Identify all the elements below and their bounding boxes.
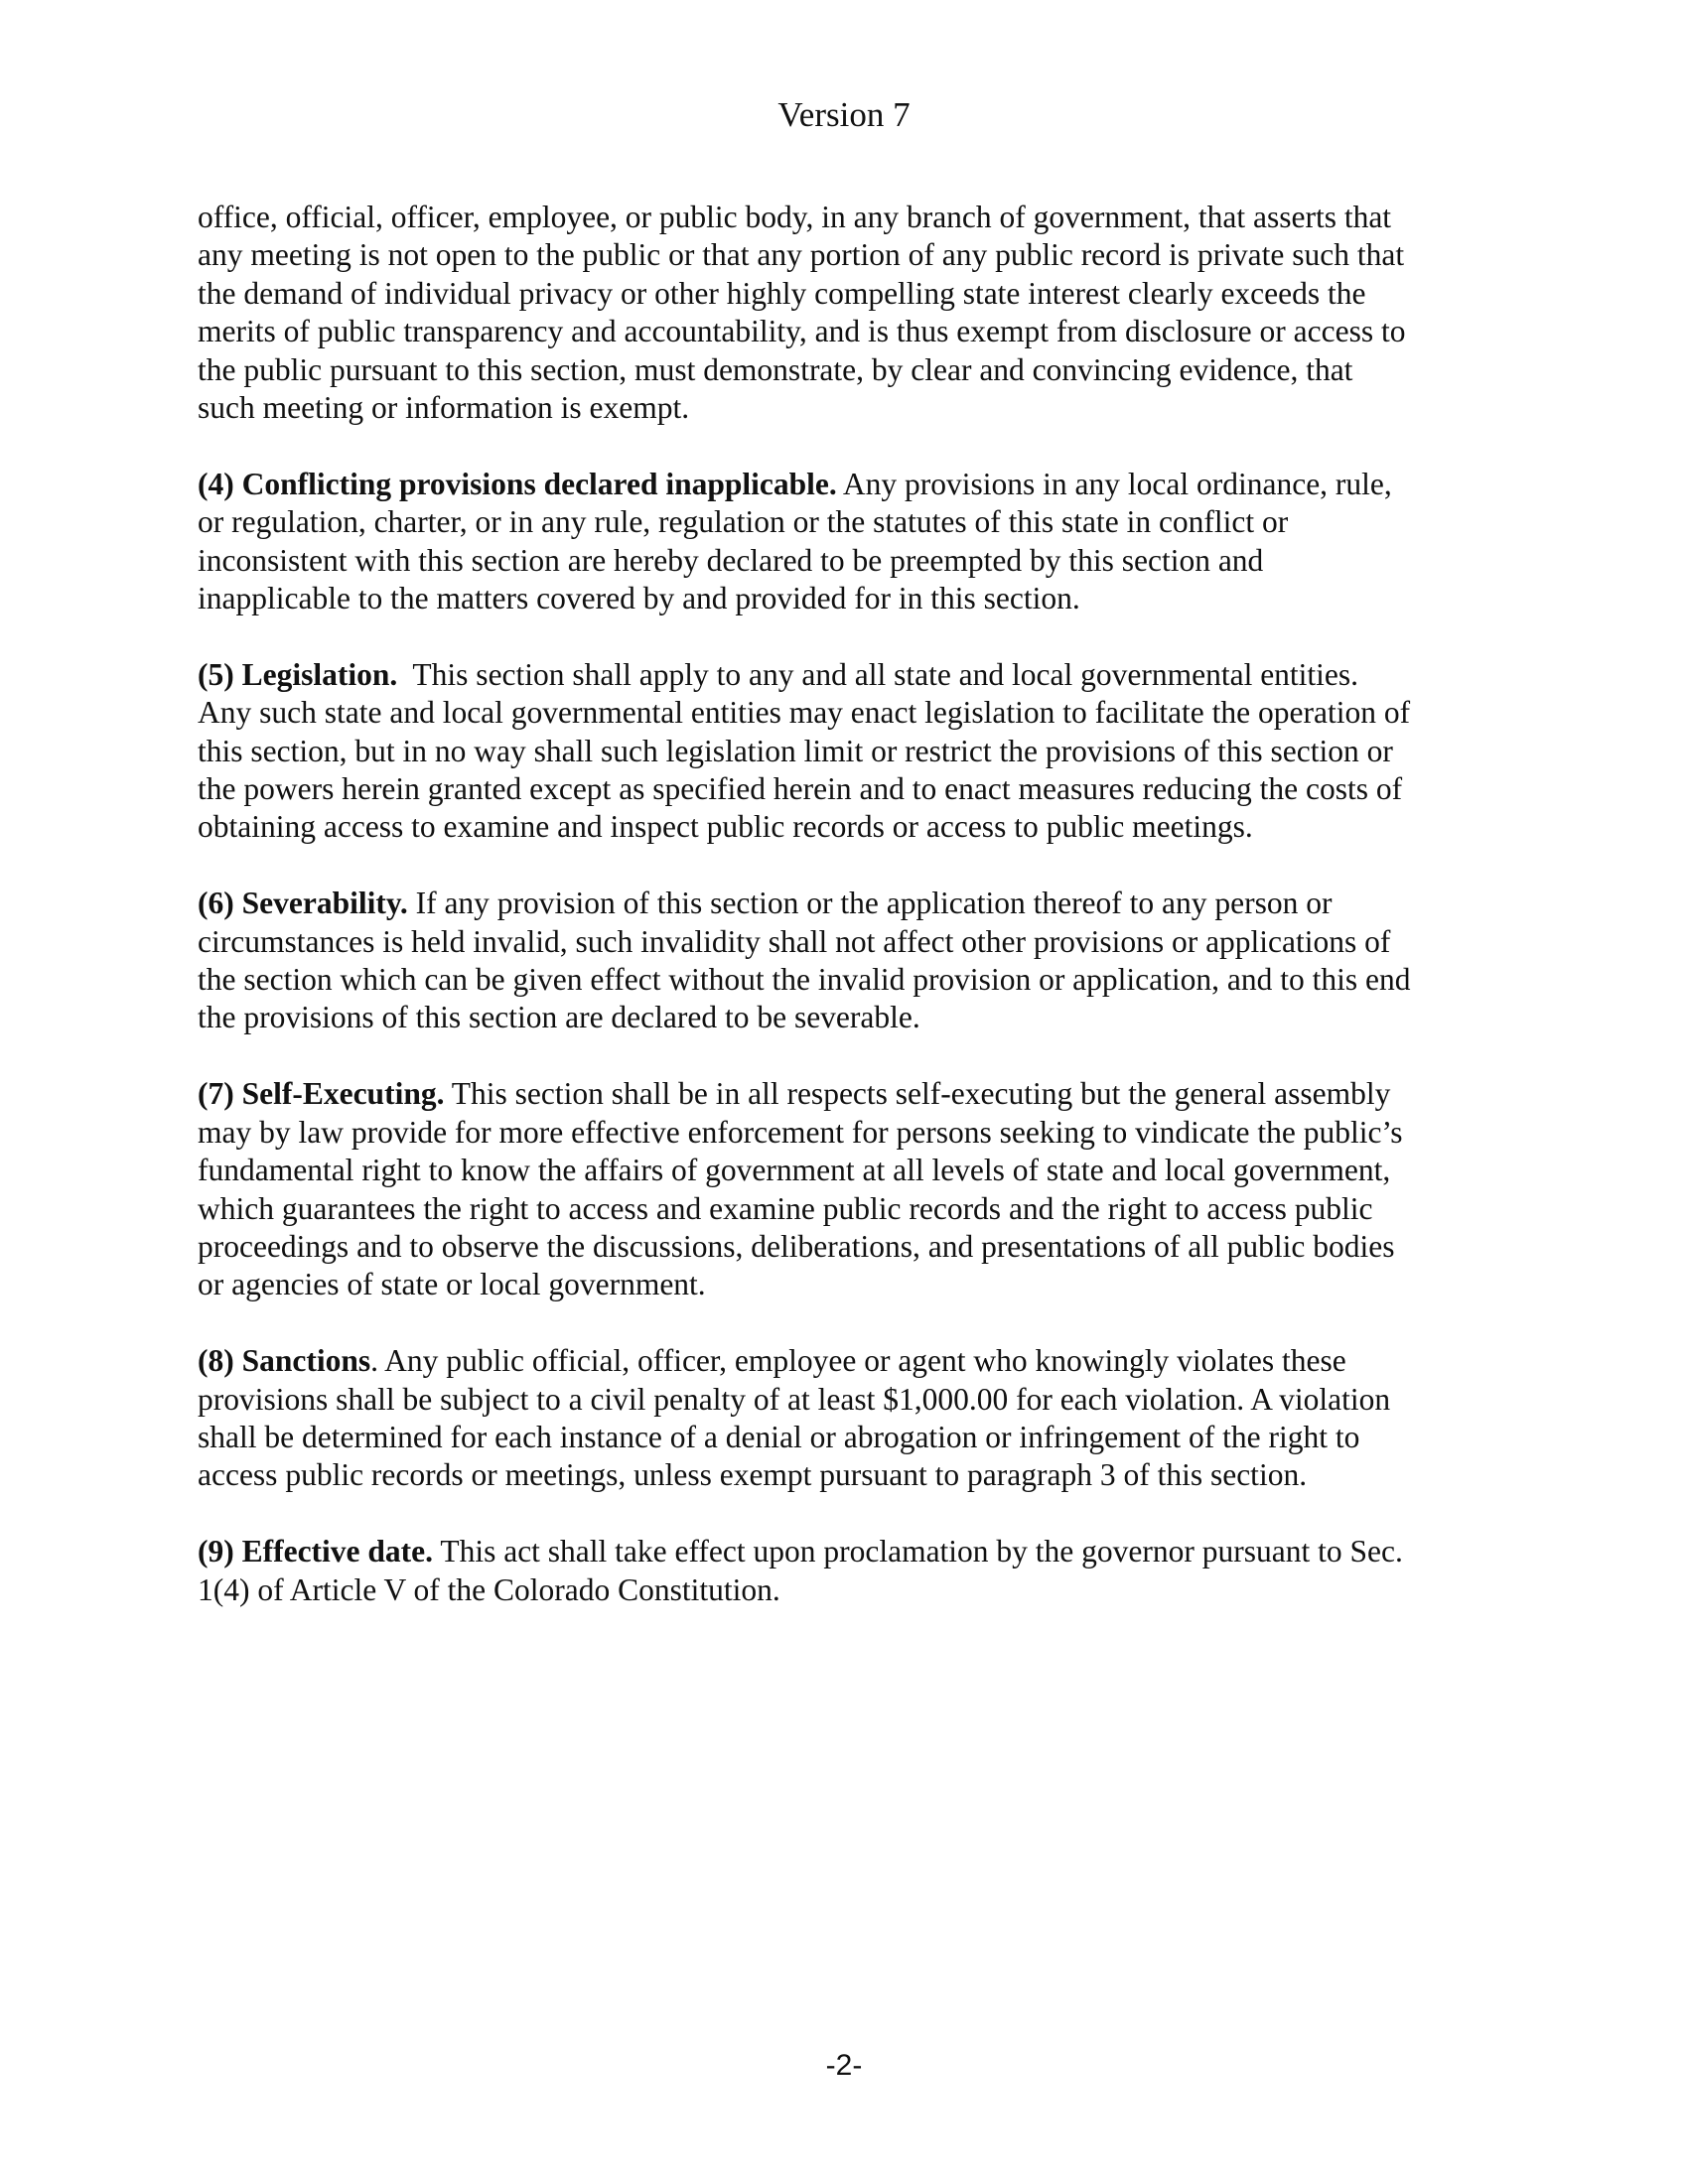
text-line: inapplicable to the matters covered by and provided for in this section. — [198, 581, 1080, 616]
text-line: obtaining access to examine and inspect public records or access to public meetings. — [198, 809, 1253, 845]
page-number: -2- — [825, 2049, 863, 2082]
text-line: the demand of individual privacy or other highly compelling state interest clearly exceeds the — [198, 275, 1366, 311]
text-line: or agencies of state or local government. — [198, 1267, 706, 1302]
paragraph-section-5 — [198, 656, 1490, 847]
page-header — [0, 95, 1688, 135]
text-line — [198, 466, 1490, 503]
text-run: This section shall apply to any and all state and local governmental entities. — [397, 656, 1359, 692]
text-line — [198, 1533, 1490, 1570]
paragraph-section-4 — [198, 466, 1490, 618]
document-body — [198, 199, 1490, 1647]
section-heading: (7) Self-Executing. — [198, 1076, 445, 1112]
text-line: which guarantees the right to access and examine public records and the right to access public — [198, 1190, 1373, 1226]
text-line — [198, 656, 1490, 694]
section-heading: (4) Conflicting provisions declared inapplicable. — [198, 466, 837, 501]
text-line: circumstances is held invalid, such invalidity shall not affect other provisions or applications of — [198, 923, 1391, 959]
paragraph-section-9 — [198, 1533, 1490, 1609]
text-line: access public records or meetings, unless exempt pursuant to paragraph 3 of this section. — [198, 1457, 1308, 1493]
paragraph-section-3-continued — [198, 199, 1490, 427]
text-line: the public pursuant to this section, must demonstrate, by clear and convincing evidence, that — [198, 351, 1353, 387]
text-line — [198, 1075, 1490, 1113]
text-line: proceedings and to observe the discussions, deliberations, and presentations of all public bodies — [198, 1228, 1395, 1264]
text-run: Any public official, officer, employee or agent who knowingly violates these — [378, 1343, 1346, 1379]
paragraph-section-7 — [198, 1075, 1490, 1303]
text-run: This section shall be in all respects self-executing but the general assembly — [444, 1076, 1391, 1112]
text-line: merits of public transparency and accountability, and is thus exempt from disclosure or access to — [198, 314, 1406, 349]
section-heading: (6) Severability. — [198, 886, 408, 921]
text-line: may by law provide for more effective enforcement for persons seeking to vindicate the public’s — [198, 1114, 1403, 1150]
text-line: 1(4) of Article V of the Colorado Constitution. — [198, 1571, 780, 1607]
text-line: the provisions of this section are declared to be severable. — [198, 1000, 920, 1035]
text-run: This act shall take effect upon proclamation by the governor pursuant to Sec. — [433, 1534, 1403, 1570]
text-run: If any provision of this section or the application thereof to any person or — [407, 886, 1333, 921]
section-heading: (8) Sanctions — [198, 1343, 371, 1379]
page-footer — [0, 2049, 1688, 2083]
text-line: shall be determined for each instance of a denial or abrogation or infringement of the right to — [198, 1419, 1360, 1454]
text-line: office, official, officer, employee, or public body, in any branch of government, that asserts that — [198, 200, 1392, 234]
paragraph-section-8 — [198, 1342, 1490, 1495]
text-line: this section, but in no way shall such legislation limit or restrict the provisions of this section or — [198, 733, 1393, 768]
text-line: any meeting is not open to the public or that any portion of any public record is private such that — [198, 237, 1405, 273]
section-heading: (5) Legislation. — [198, 656, 398, 692]
text-line: Any such state and local governmental entities may enact legislation to facilitate the operation of — [198, 695, 1411, 731]
text-line: inconsistent with this section are hereby declared to be preempted by this section and — [198, 542, 1264, 578]
section-heading: (9) Effective date. — [198, 1534, 434, 1570]
text-line: the section which can be given effect without the invalid provision or application, and to this end — [198, 962, 1411, 998]
version-title: Version 7 — [777, 95, 911, 134]
heading-period: . — [370, 1343, 379, 1379]
text-line — [198, 885, 1490, 922]
text-line: or regulation, charter, or in any rule, regulation or the statutes of this state in conflict or — [198, 504, 1289, 540]
text-run: Any provisions in any local ordinance, rule, — [836, 466, 1392, 501]
text-line: provisions shall be subject to a civil penalty of at least $1,000.00 for each violation. A violation — [198, 1381, 1391, 1417]
text-line: fundamental right to know the affairs of government at all levels of state and local government, — [198, 1153, 1391, 1188]
paragraph-section-6 — [198, 885, 1490, 1037]
text-line: such meeting or information is exempt. — [198, 390, 690, 426]
text-line: the powers herein granted except as specified herein and to enact measures reducing the costs of — [198, 771, 1403, 807]
text-line — [198, 1342, 1490, 1380]
